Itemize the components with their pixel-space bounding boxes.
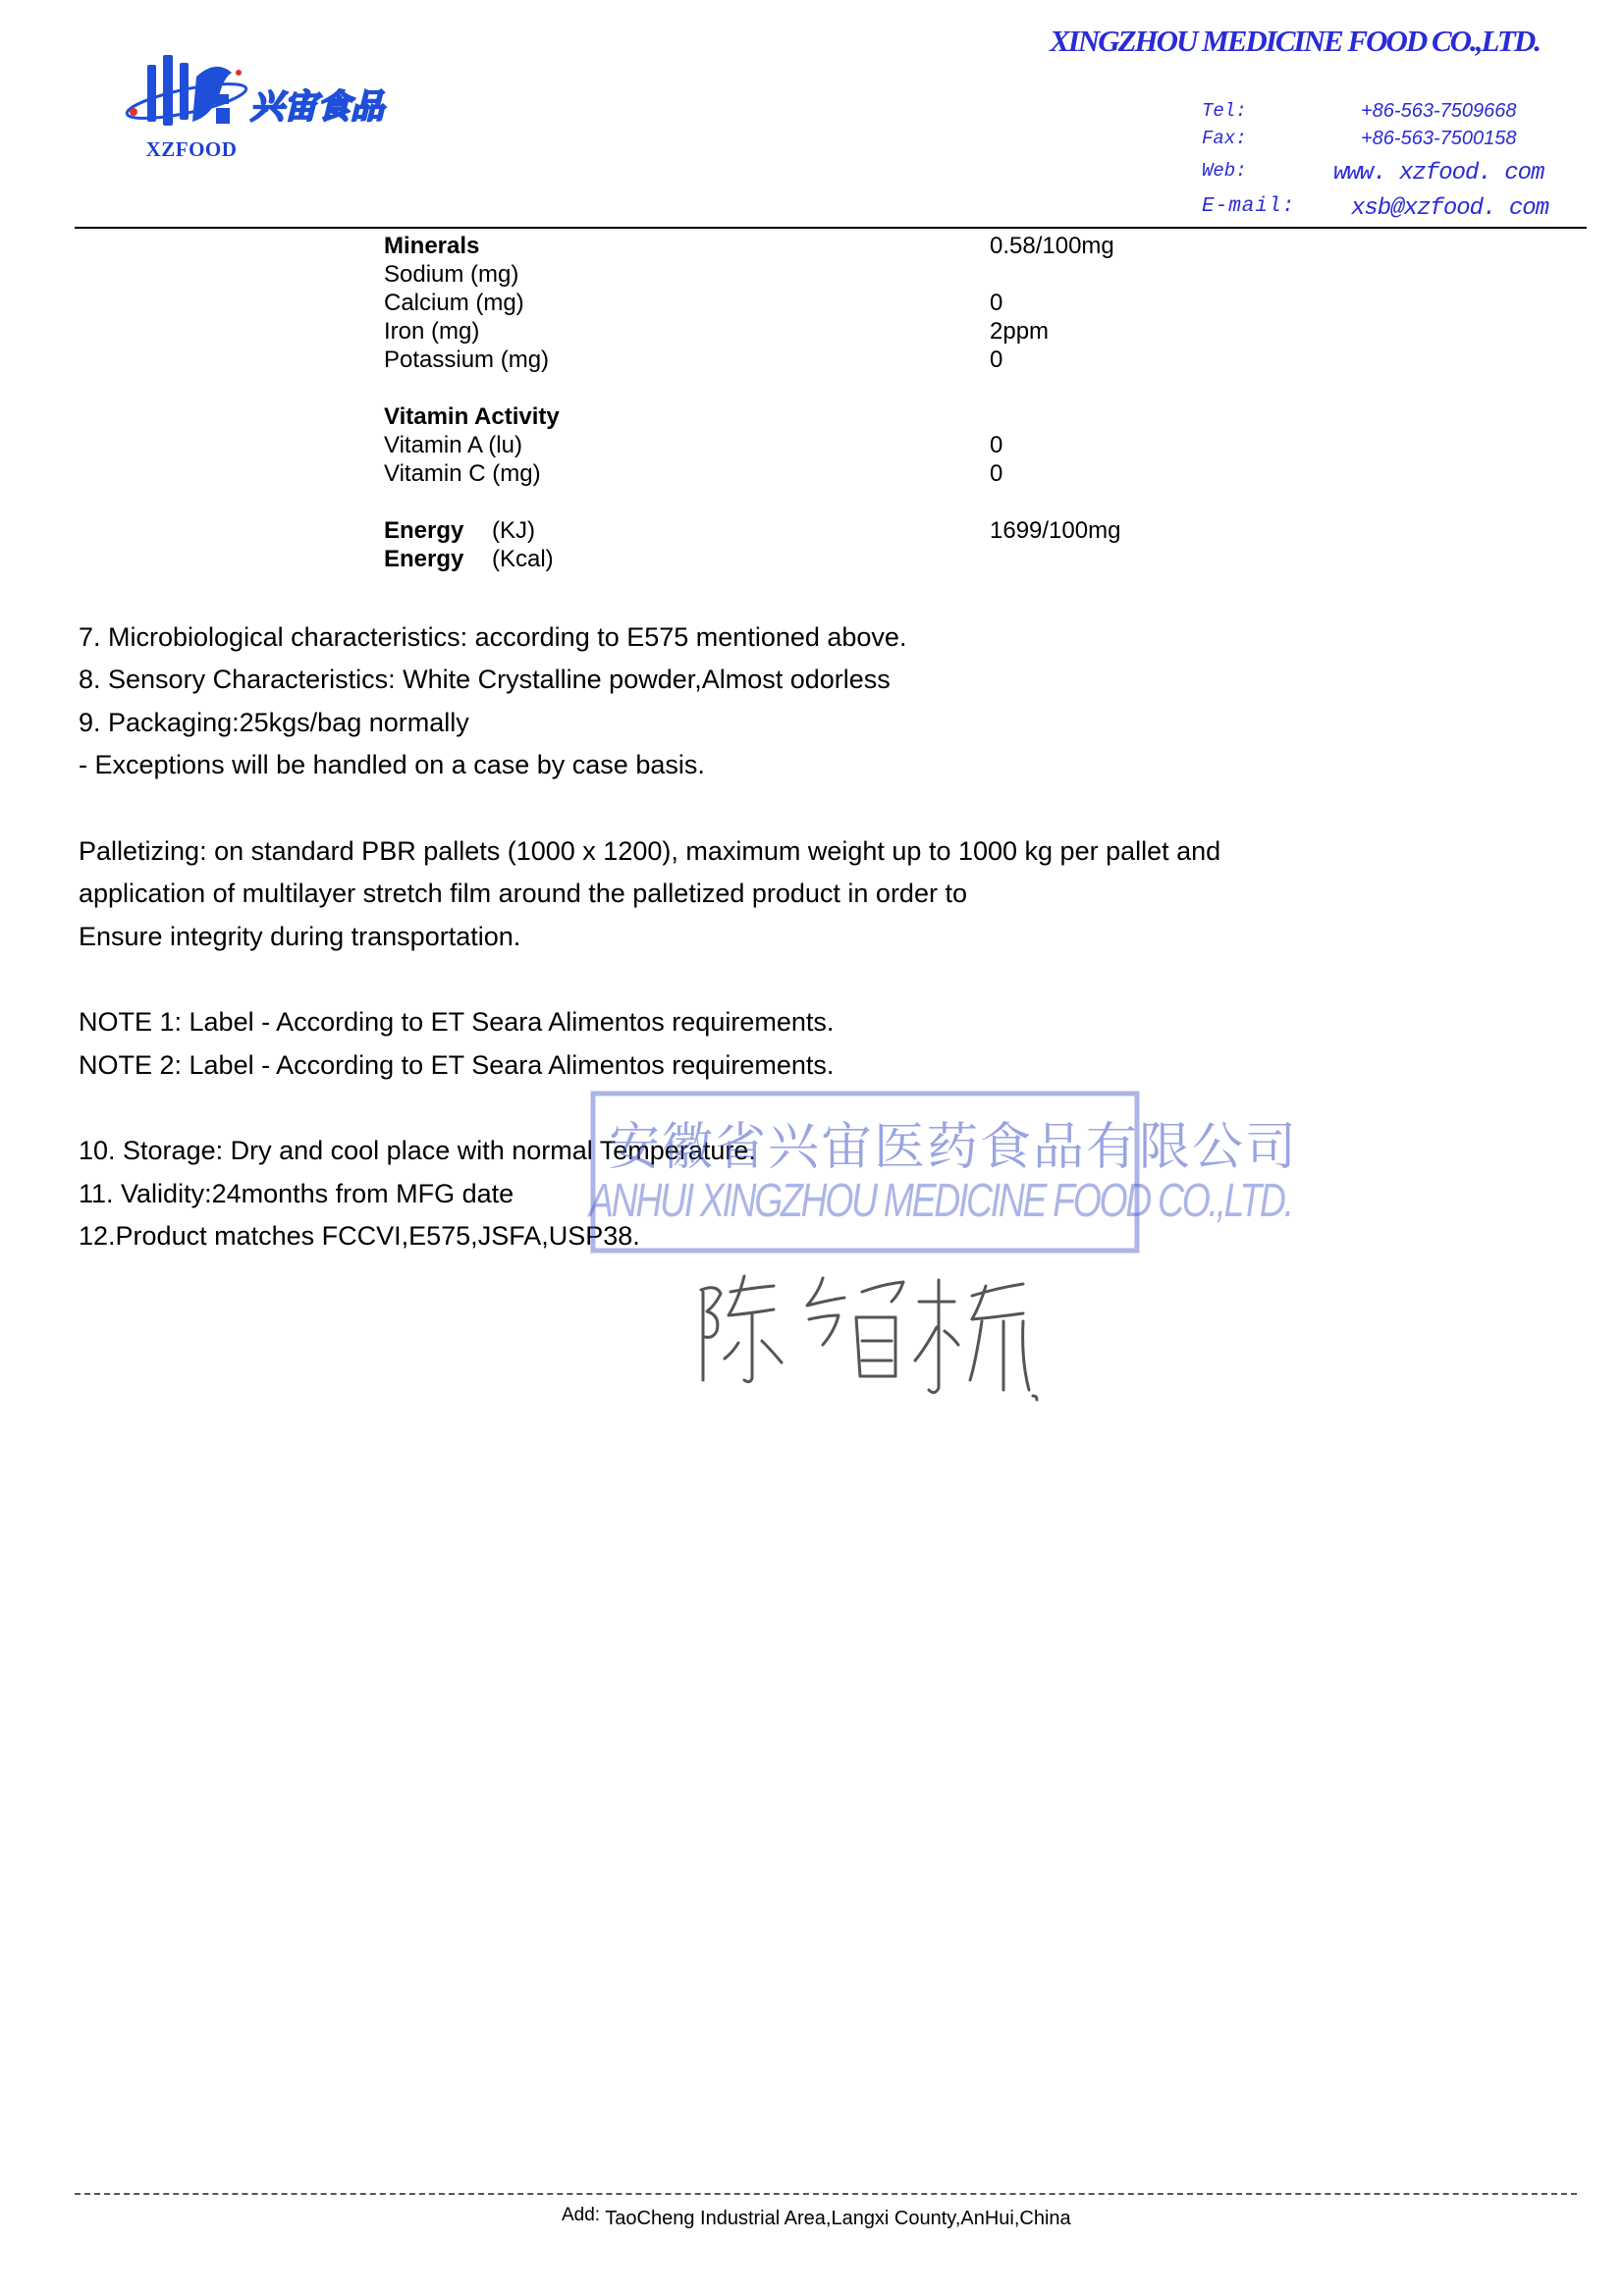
contact-email-label: E-mail: [1202,195,1296,218]
vitamin-c-label: Vitamin C (mg) [384,460,541,487]
sensory-line: 8. Sensory Characteristics: White Crystalline powder,Almost odorless [79,665,891,694]
contact-fax-label: Fax: [1202,128,1247,149]
iron-value: 2ppm [990,318,1050,345]
footer-divider [75,2193,1577,2195]
palletizing-line-2: application of multilayer stretch film around the palletized product in order to [79,879,967,908]
vitamin-a-value: 0 [990,432,1003,458]
calcium-label: Calcium (mg) [384,290,524,316]
logo-chinese-text: 兴宙食品 [250,87,384,127]
validity-line: 11. Validity:24months from MFG date [79,1179,514,1208]
energy-kcal-unit: (Kcal) [492,546,554,572]
microbiological-line: 7. Microbiological characteristics: according to E575 mentioned above. [79,622,907,652]
minerals-heading-value: 0.58/100mg [990,233,1114,259]
footer-address-value: TaoCheng Industrial Area,Langxi County,AnHui,China [605,2208,1071,2229]
footer-address [562,2205,1071,2230]
contact-tel-value: +86-563-7509668 [1361,100,1517,122]
vitamin-heading: Vitamin Activity [384,403,560,430]
energy-kj-label: Energy [384,517,464,544]
energy-kj-unit: (KJ) [492,517,535,544]
vitamin-c-value: 0 [990,460,1003,487]
potassium-value: 0 [990,347,1003,373]
note-2-line: NOTE 2: Label - According to ET Seara Alimentos requirements. [79,1050,835,1080]
contact-web-label: Web: [1202,160,1247,182]
iron-label: Iron (mg) [384,318,480,345]
product-match-line: 12.Product matches FCCVI,E575,JSFA,USP38. [79,1221,640,1251]
palletizing-line-3: Ensure integrity during transportation. [79,922,521,951]
packaging-line: 9. Packaging:25kgs/bag normally [79,708,469,737]
contact-email-value[interactable]: xsb@xzfood. com [1351,195,1549,222]
energy-kcal-label: Energy [384,546,464,572]
contact-tel-label: Tel: [1202,100,1247,122]
calcium-value: 0 [990,290,1003,316]
palletizing-line-1: Palletizing: on standard PBR pallets (1000 x 1200), maximum weight up to 1000 kg per pallet and [79,836,1221,866]
company-name: XINGZHOU MEDICINE FOOD CO.,LTD. [1050,24,1540,58]
footer-address-label: Add: [562,2205,601,2225]
header-divider [75,227,1587,229]
stamp-chinese-text: 安徽省兴宙医药食品有限公司 [609,1118,1299,1177]
stamp-english-text: ANHUI XINGZHOU MEDICINE FOOD CO.,LTD. [589,1175,1292,1227]
logo-brand-text: XZFOOD [145,137,238,161]
handwritten-signature [687,1262,1060,1410]
sodium-label: Sodium (mg) [384,261,519,288]
contact-fax-value: +86-563-7500158 [1361,128,1517,149]
note-1-line: NOTE 1: Label - According to ET Seara Alimentos requirements. [79,1007,835,1037]
contact-web-value[interactable]: www. xzfood. com [1333,160,1544,187]
vitamin-a-label: Vitamin A (lu) [384,432,522,458]
exceptions-line: - Exceptions will be handled on a case by case basis. [79,750,705,779]
energy-kj-value: 1699/100mg [990,517,1121,544]
storage-line: 10. Storage: Dry and cool place with normal Temperature. [79,1136,756,1165]
potassium-label: Potassium (mg) [384,347,550,373]
minerals-heading: Minerals [384,233,480,259]
